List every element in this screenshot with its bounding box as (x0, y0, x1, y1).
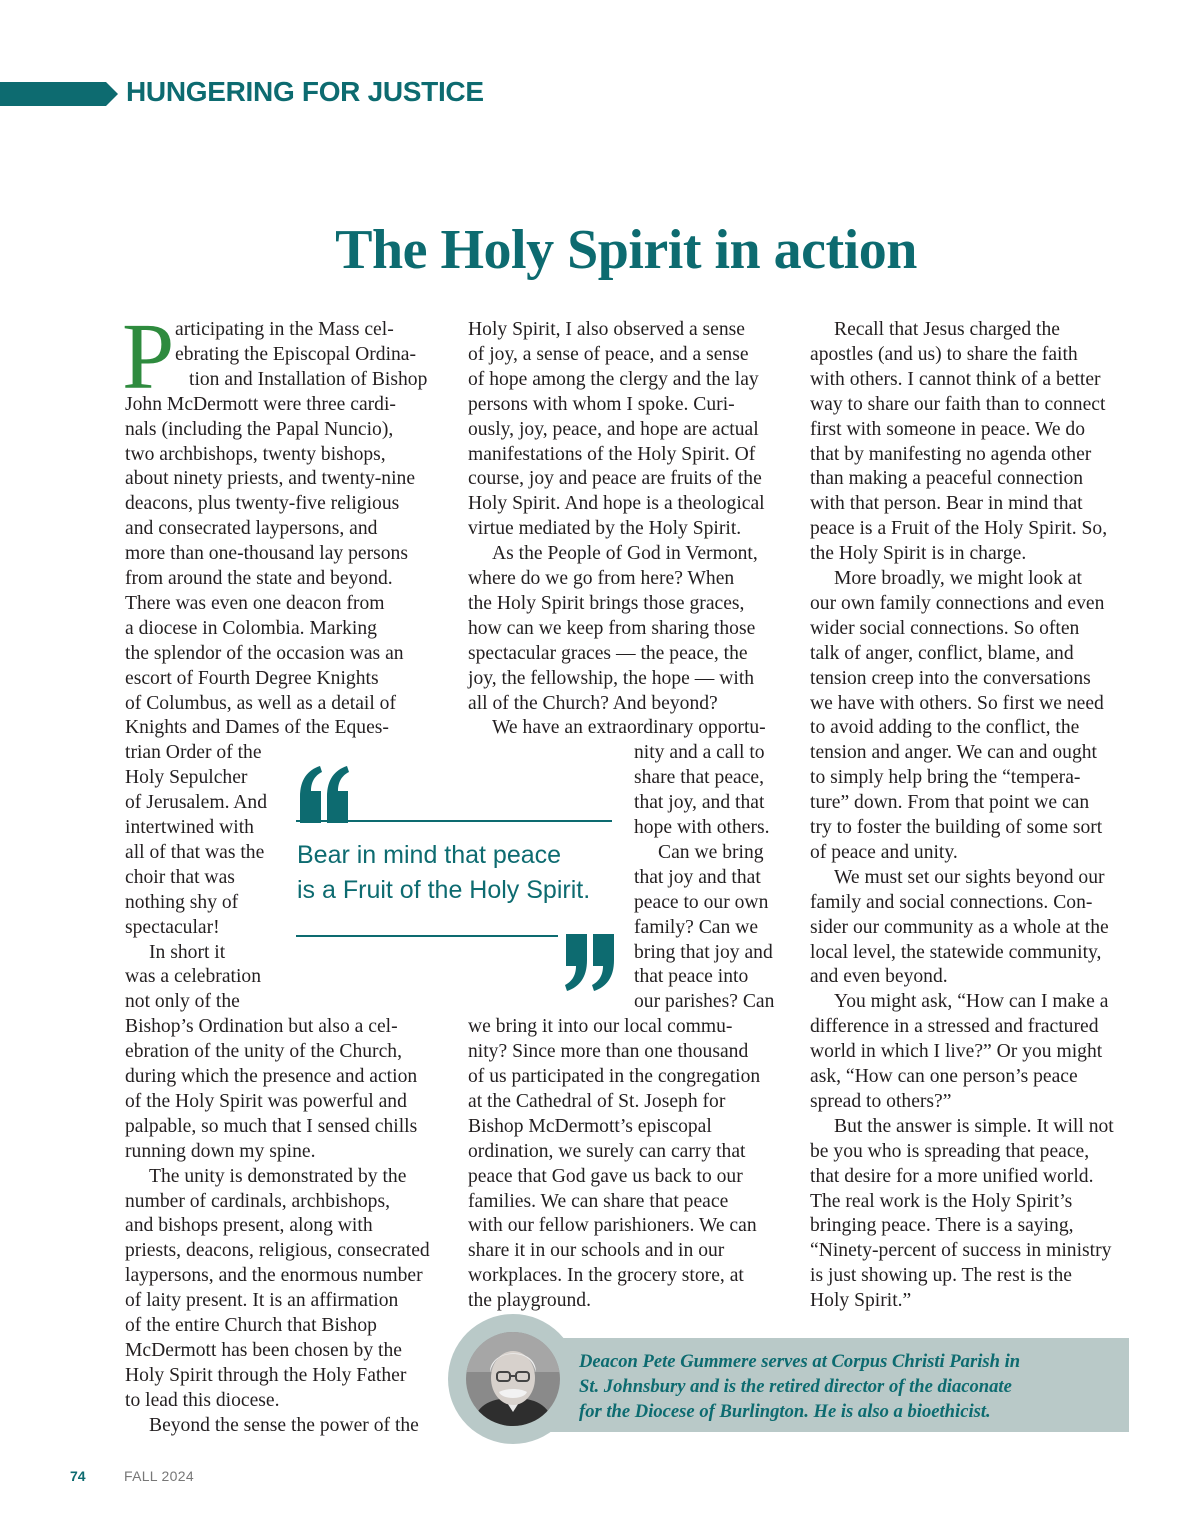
body-text-line: deacons, plus twenty-five religious (125, 493, 400, 515)
body-text-line: spectacular graces — the peace, the (468, 642, 748, 664)
body-text-line: But the answer is simple. It will not (834, 1115, 1114, 1137)
body-text-line: that peace into (634, 966, 749, 988)
body-text-line: The unity is demonstrated by the (149, 1165, 407, 1187)
body-text-line: try to foster the building of some sort (810, 817, 1103, 838)
body-text-line: talk of anger, conflict, blame, and (810, 642, 1074, 664)
body-text-line: peace is a Fruit of the Holy Spirit. So, (810, 518, 1108, 540)
body-text-line: share that peace, (634, 767, 764, 789)
body-text-line: priests, deacons, religious, consecrated (125, 1240, 430, 1262)
body-text-line: of us participated in the congregation (468, 1066, 761, 1087)
body-text-line: share it in our schools and in our (468, 1240, 725, 1262)
body-text-line: Beyond the sense the power of the (149, 1414, 419, 1436)
body-text-line: Holy Sepulcher (125, 767, 248, 789)
body-text-line: tension creep into the conversations (810, 667, 1091, 689)
section-arrow-bar (0, 82, 118, 106)
body-text-line: escort of Fourth Degree Knights (125, 667, 379, 689)
body-text-line: We have an extraordinary opportu- (492, 717, 766, 739)
body-text-line: nity and a call to (634, 742, 765, 764)
body-text-line: the playground. (468, 1290, 591, 1312)
body-text-line: that desire for a more unified world. (810, 1165, 1094, 1187)
body-text-line: ask, “How can one person’s peace (810, 1066, 1078, 1087)
body-text-line: more than one-thousand lay persons (125, 543, 408, 565)
body-text-line: Bishop’s Ordination but also a cel- (125, 1016, 398, 1038)
section-title: HUNGERING FOR JUSTICE (126, 76, 484, 107)
body-text-line: intertwined with (125, 817, 254, 838)
body-text-line: spectacular! (125, 916, 220, 938)
body-text-line: In short it (149, 941, 226, 963)
body-text-line: of the Holy Spirit was powerful and (125, 1090, 407, 1112)
body-text-line: spread to others?” (810, 1090, 952, 1112)
close-quote-icon (562, 934, 618, 992)
issue-label: FALL 2024 (124, 1468, 194, 1484)
body-text-line: the Holy Spirit brings those graces, (468, 592, 745, 614)
body-text-line: family? Can we (634, 916, 759, 938)
body-text-line: choir that was (125, 866, 235, 888)
body-text-line: be you who is spreading that peace, (810, 1140, 1090, 1162)
body-text-line: our parishes? Can (634, 991, 775, 1013)
body-text-line: running down my spine. (125, 1140, 316, 1162)
body-text-line: that joy, and that (634, 792, 765, 814)
body-text-line: about ninety priests, and twenty-nine (125, 468, 416, 490)
body-text-line: Bishop McDermott’s episcopal (468, 1115, 712, 1137)
body-text-line: of joy, a sense of peace, and a sense (468, 343, 749, 365)
body-text-line: ture” down. From that point we can (810, 792, 1090, 814)
body-text-line: Recall that Jesus charged the (834, 319, 1060, 340)
body-text-line: with that person. Bear in mind that (810, 493, 1083, 515)
body-text-line: the splendor of the occasion was an (125, 642, 404, 664)
body-text-line: ebration of the unity of the Church, (125, 1041, 402, 1063)
body-text-line: was a celebration (125, 966, 261, 988)
body-text-line: we bring it into our local commu- (468, 1016, 733, 1038)
body-text-line: bringing peace. There is a saying, (810, 1215, 1074, 1237)
body-text-line: Holy Spirit, I also observed a sense (468, 319, 745, 340)
body-text-line: workplaces. In the grocery store, at (468, 1265, 744, 1287)
body-text-line: Holy Spirit through the Holy Father (125, 1364, 407, 1386)
pull-quote-bottom-rule (296, 935, 558, 937)
pull-quote-line: is a Fruit of the Holy Spirit. (297, 876, 591, 904)
body-text-line: during which the presence and action (125, 1066, 418, 1087)
body-text-line: a diocese in Colombia. Marking (125, 617, 377, 639)
body-text-line: You might ask, “How can I make a (834, 991, 1109, 1013)
body-text-line: nity? Since more than one thousand (468, 1041, 749, 1063)
bio-text-line: St. Johnsbury and is the retired director of the diaconate (579, 1376, 1012, 1397)
article-title: The Holy Spirit in action (335, 219, 917, 281)
body-text-line: of laity present. It is an affirmation (125, 1290, 399, 1312)
body-text-line: palpable, so much that I sensed chills (125, 1115, 418, 1137)
body-text-line: hope with others. (634, 817, 770, 838)
body-text-line: we have with others. So first we need (810, 692, 1104, 714)
body-text-line: and bishops present, along with (125, 1215, 373, 1237)
body-text-line: As the People of God in Vermont, (492, 543, 758, 565)
body-text-line: two archbishops, twenty bishops, (125, 443, 386, 465)
body-text-line: to avoid adding to the conflict, the (810, 717, 1080, 739)
body-text-line: persons with whom I spoke. Curi- (468, 393, 735, 415)
body-text-line: our own family connections and even (810, 592, 1105, 614)
body-text-line: of hope among the clergy and the lay (468, 368, 759, 390)
body-text-line: wider social connections. So often (810, 617, 1080, 639)
body-text-line: that joy and that (634, 866, 761, 888)
bio-text-line: Deacon Pete Gummere serves at Corpus Christi Parish in (579, 1351, 1021, 1372)
body-text-line: family and social connections. Con- (810, 891, 1093, 913)
body-text-line: all of that was the (125, 841, 265, 863)
body-text-line: joy, the fellowship, the hope — with (468, 667, 755, 689)
body-text-line: and consecrated laypersons, and (125, 518, 378, 540)
body-text-line: trian Order of the (125, 742, 262, 764)
body-text-line: that by manifesting no agenda other (810, 443, 1092, 465)
body-text-line: ously, joy, peace, and hope are actual (468, 418, 759, 440)
body-text-line: Holy Spirit.” (810, 1290, 912, 1312)
body-text-line: families. We can share that peace (468, 1190, 729, 1212)
body-text-line: local level, the statewide community, (810, 941, 1102, 963)
body-text-line: world in which I live?” Or you might (810, 1041, 1103, 1063)
body-text-line: “Ninety-percent of success in ministry (810, 1240, 1112, 1262)
body-text-line: at the Cathedral of St. Joseph for (468, 1090, 726, 1112)
body-text-line: of Columbus, as well as a detail of (125, 692, 396, 714)
body-text-line: ebrating the Episcopal Ordina- (175, 343, 417, 365)
pull-quote-line: Bear in mind that peace (297, 841, 562, 869)
pull-quote-top-rule (296, 820, 612, 822)
body-text-line: is just showing up. The rest is the (810, 1265, 1072, 1287)
body-text-line: John McDermott were three cardi- (125, 393, 396, 415)
body-text-line: Can we bring (658, 841, 764, 863)
body-text-line: first with someone in peace. We do (810, 418, 1086, 440)
body-text-line: with others. I cannot think of a better (810, 368, 1101, 390)
body-text-line: articipating in the Mass cel- (175, 319, 394, 340)
body-text-line: to lead this diocese. (125, 1389, 280, 1411)
body-text-line: number of cardinals, archbishops, (125, 1190, 390, 1212)
body-text-line: to simply help bring the “tempera- (810, 767, 1081, 789)
body-text-line: nothing shy of (125, 891, 239, 913)
body-text-line: Holy Spirit. And hope is a theological (468, 493, 765, 515)
body-text-line: manifestations of the Holy Spirit. Of (468, 443, 756, 465)
body-text-line: nals (including the Papal Nuncio), (125, 418, 394, 440)
drop-cap: P (122, 305, 175, 409)
body-text-line: all of the Church? And beyond? (468, 692, 718, 714)
body-text-line: the Holy Spirit is in charge. (810, 543, 1027, 565)
body-text-line: There was even one deacon from (125, 592, 385, 614)
body-text-line: tension and anger. We can and ought (810, 742, 1097, 764)
body-text-line: tion and Installation of Bishop (189, 368, 428, 390)
body-text-line: difference in a stressed and fractured (810, 1016, 1099, 1038)
body-text-line: than making a peaceful connection (810, 468, 1084, 490)
open-quote-icon (296, 765, 352, 823)
bio-text-line: for the Diocese of Burlington. He is also a bioethicist. (579, 1401, 991, 1422)
body-text-line: apostles (and us) to share the faith (810, 343, 1078, 365)
body-text-line: of peace and unity. (810, 841, 958, 863)
body-text-line: bring that joy and (634, 941, 773, 963)
page-number: 74 (70, 1468, 86, 1484)
body-text-line: peace that God gave us back to our (468, 1165, 743, 1187)
body-text-line: More broadly, we might look at (834, 568, 1082, 589)
body-text-line: McDermott has been chosen by the (125, 1339, 402, 1361)
body-text-line: not only of the (125, 991, 240, 1013)
body-text-line: with our fellow parishioners. We can (468, 1215, 757, 1237)
body-text-line: of Jerusalem. And (125, 792, 268, 814)
body-text-line: way to share our faith than to connect (810, 393, 1106, 415)
body-text-line: how can we keep from sharing those (468, 617, 756, 639)
body-text-line: ordination, we surely can carry that (468, 1140, 746, 1162)
body-text-line: laypersons, and the enormous number (125, 1265, 423, 1287)
body-text-line: We must set our sights beyond our (834, 866, 1105, 888)
body-text-line: and even beyond. (810, 966, 948, 988)
author-photo (466, 1332, 560, 1426)
body-text-line: where do we go from here? When (468, 568, 735, 589)
body-text-line: course, joy and peace are fruits of the (468, 468, 762, 490)
body-text-line: peace to our own (634, 891, 769, 913)
body-text-line: Knights and Dames of the Eques- (125, 717, 389, 739)
body-text-line: virtue mediated by the Holy Spirit. (468, 518, 742, 540)
body-text-line: from around the state and beyond. (125, 568, 393, 589)
body-text-line: sider our community as a whole at the (810, 916, 1109, 938)
body-text-line: The real work is the Holy Spirit’s (810, 1190, 1073, 1212)
body-text-line: of the entire Church that Bishop (125, 1315, 377, 1336)
